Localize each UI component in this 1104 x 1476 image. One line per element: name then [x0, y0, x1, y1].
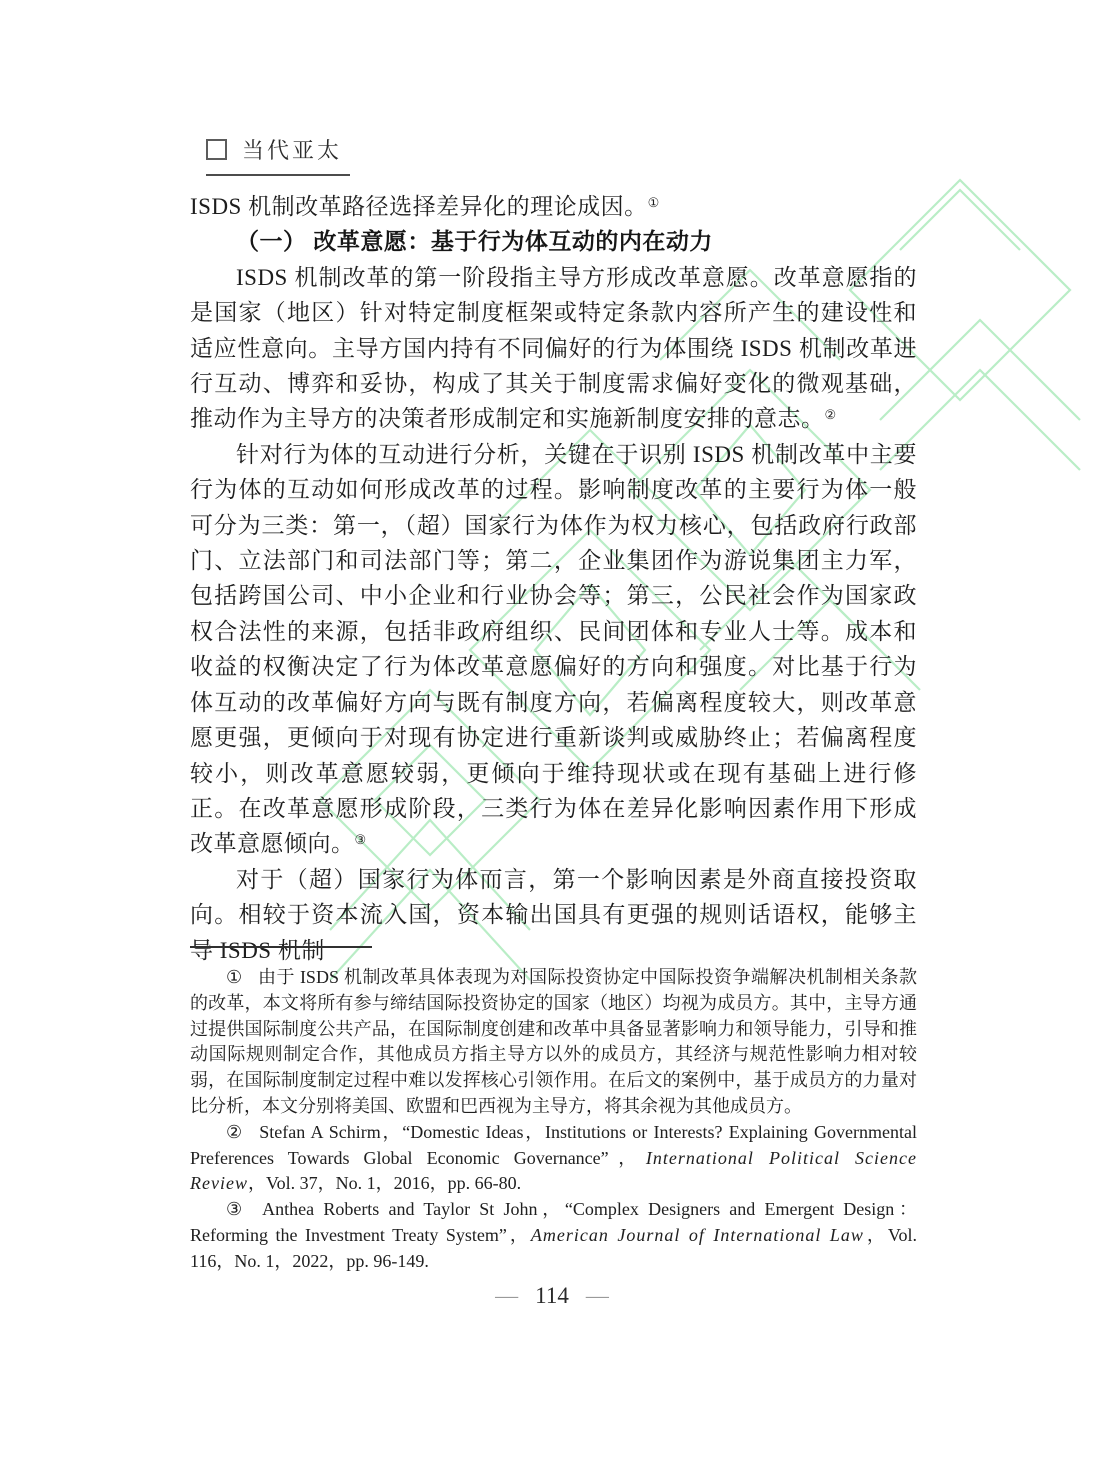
journal-name: 当代亚太 — [242, 138, 343, 163]
paragraph-text: ISDS 机制改革的第一阶段指主导方形成改革意愿。改革意愿指的是国家（地区）针对特定制度框架或特定条款内容所产生的建设性和适应性意向。主导方国内持有不同偏好的行为体围绕 ISDS 机制改革进行互动、博弈和妥协，构成了其关于制度需求偏好变化的微观基础，推动作为主导方的决策者形成制定和实施新制度安排的意志。 — [190, 264, 917, 432]
paragraph-text: 对于（超）国家行为体而言，第一个影响因素是外商直接投资取向。相较于资本流入国，资本输出国具有更强的规则话语权，能够主导 ISDS 机制 — [190, 866, 917, 963]
page-footer — [0, 1283, 1104, 1309]
footnote-marker: ② — [226, 1121, 244, 1142]
footnote-marker: ① — [226, 967, 243, 987]
footnote-separator — [190, 946, 372, 948]
footnote-text: Anthea Roberts and Taylor St John，“Complex Designers and Emergent Design：Reforming the Investment Treaty System”， — [190, 1199, 917, 1245]
footnotes — [190, 946, 917, 1275]
footer-right-dash: — — [585, 1283, 609, 1308]
body-paragraph — [190, 437, 917, 862]
paragraph-text: 针对行为体的互动进行分析，关键在于识别 ISDS 机制改革中主要行为体的互动如何形成改革的过程。影响制度改革的主要行为体一般可分为三类：第一，（超）国家行为体作为权力核心，包括政府行政部门、立法部门和司法部门等；第二，企业集团作为游说集团主力军，包括跨国公司、中小企业和行业协会等；第三，公民社会作为国家政权合法性的来源，包括非政府组织、民间团体和专业人士等。成本和收益的权衡决定了行为体改革意愿偏好的方向和强度。对比基于行为体互动的改革偏好方向与既有制度方向，若偏离程度较大，则改革意愿更强，更倾向于对现有协定进行重新谈判或威胁终止；若偏离程度较小，则改革意愿较弱，更倾向于维持现状或在现有基础上进行修正。在改革意愿形成阶段，三类行为体在差异化影响因素作用下形成改革意愿倾向。 — [190, 441, 917, 857]
journal-header — [206, 134, 350, 176]
footnote-1 — [190, 965, 917, 1120]
footnote-text: 由于 ISDS 机制改革具体表现为对国际投资协定中国际投资争端解决机制相关条款的改革，本文将所有参与缔结国际投资协定的国家（地区）均视为成员方。其中，主导方通过提供国际制度公共产品，在国际制度创建和改革中具备显著影响力和领导能力，引导和推动国际规则制定合作，其他成员方指主导方以外的成员方，其经济与规范性影响力相对较弱，在国际制度制定过程中难以发挥核心引领作用。在后文的案例中，基于成员方的力量对比分析，本文分别将美国、欧盟和巴西视为主导方，将其余视为其他成员方。 — [190, 967, 917, 1116]
footnote-journal-title: American Journal of International Law — [530, 1224, 864, 1245]
footer-left-dash: — — [495, 1283, 519, 1308]
footnote-text-post: ，Vol. 116，No. 1，2022，pp. 96-149. — [190, 1224, 917, 1271]
footnote-text: Stefan A Schirm，“Domestic Ideas，Institutions or Interests? Explaining Governmental Preferences Towards Global Economic Governance”， — [190, 1121, 917, 1168]
section-heading: （一） 改革意愿：基于行为体互动的内在动力 — [236, 228, 713, 255]
article-body — [190, 189, 917, 968]
footnote-marker: ③ — [226, 1199, 247, 1220]
footnote-text-post: ，Vol. 37，No. 1，2016，pp. 66-80. — [247, 1173, 522, 1194]
paragraph-text: ISDS 机制改革路径选择差异化的理论成因。 — [190, 194, 648, 219]
footnote-ref-2: ② — [824, 407, 837, 423]
footnote-ref-1: ① — [647, 195, 660, 210]
body-paragraph — [190, 260, 917, 437]
footnote-2 — [190, 1120, 917, 1197]
footnote-journal-title: International Political Science Review — [190, 1147, 917, 1194]
body-paragraph-continuation — [190, 189, 917, 224]
journal-box-icon — [206, 139, 227, 160]
page-number: 114 — [535, 1283, 569, 1308]
footnote-3 — [190, 1197, 917, 1274]
footnote-ref-3: ③ — [354, 832, 367, 848]
